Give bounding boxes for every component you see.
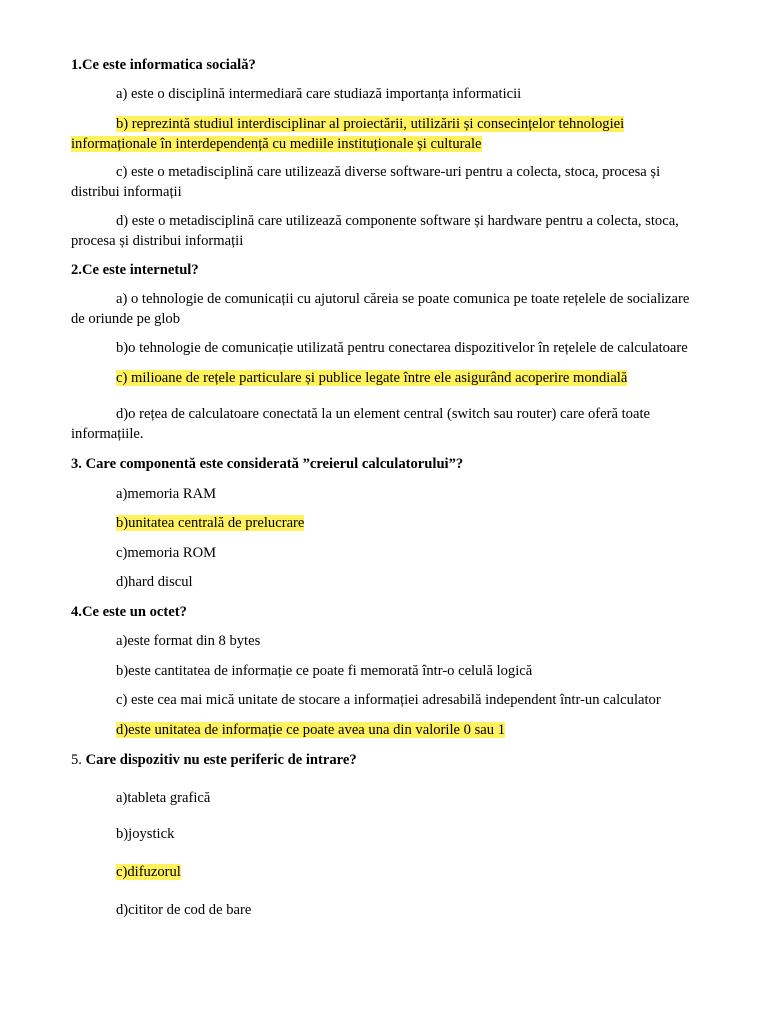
q2-option-c: [116, 368, 627, 388]
q2-option-a-line-2: de oriunde pe glob: [71, 311, 181, 327]
q2-option-b: b)o tehnologie de comunicație utilizată pentru conectarea dispozitivelor în rețelele de calculatoare: [116, 340, 688, 356]
q4-option-d-text: d)este unitatea de informație ce poate avea una din valorile 0 sau 1: [116, 722, 506, 738]
q2-option-d-line-2: informațiile.: [71, 426, 144, 442]
q1-option-b-line-2: informaționale în interdependență cu mediile instituționale și culturale: [71, 136, 482, 152]
q2-option-c-text: c) milioane de rețele particulare și publice legate între ele asigurând acoperire mondială: [116, 370, 628, 386]
q3-option-c: c)memoria ROM: [116, 545, 217, 561]
q1-option-c-line-1: c) este o metadisciplină care utilizează diverse software-uri pentru a colecta, stoca, procesa și: [116, 164, 661, 180]
q5-option-a: a)tableta grafică: [116, 790, 211, 806]
q4-option-b: b)este cantitatea de informație ce poate fi memorată într-o celulă logică: [116, 663, 533, 679]
q3-option-a: a)memoria RAM: [116, 486, 217, 502]
q1-option-c-line-2: distribui informații: [71, 184, 182, 200]
q1-option-a: a) este o disciplină intermediară care studiază importanța informaticii: [116, 86, 522, 102]
q5-option-d: d)cititor de cod de bare: [116, 902, 252, 918]
question-5-title: [71, 750, 701, 770]
q2-option-d: [71, 404, 711, 444]
question-4-title: 4.Ce este un octet?: [71, 604, 187, 620]
q4-option-d: [116, 720, 505, 740]
q1-option-b: [71, 114, 711, 154]
q3-option-b: [116, 513, 304, 533]
q2-option-d-line-1: d)o rețea de calculatoare conectată la un element central (switch sau router) care oferă toate: [116, 406, 650, 422]
q3-option-d: d)hard discul: [116, 574, 193, 590]
q1-option-d-line-2: procesa și distribui informații: [71, 233, 244, 249]
q4-option-c: c) este cea mai mică unitate de stocare a informației adresabilă independent într-un calculator: [116, 692, 661, 708]
question-2-title: 2.Ce este internetul?: [71, 262, 199, 278]
q1-option-d-line-1: d) este o metadisciplină care utilizează componente software și hardware pentru a colecta, stoca,: [116, 213, 679, 229]
q2-option-a: [71, 289, 711, 329]
q2-option-a-line-1: a) o tehnologie de comunicații cu ajutorul căreia se poate comunica pe toate rețelele de socializare: [116, 291, 690, 307]
q1-option-d: [71, 211, 711, 251]
q1-option-c: [71, 162, 711, 202]
q3-option-b-text: b)unitatea centrală de prelucrare: [116, 515, 305, 531]
q5-option-b: b)joystick: [116, 826, 175, 842]
q4-option-a: a)este format din 8 bytes: [116, 633, 261, 649]
question-1-title: 1.Ce este informatica socială?: [71, 57, 256, 73]
question-5-number: 5.: [71, 752, 82, 768]
q5-option-c: [116, 862, 181, 882]
q1-option-b-line-1: b) reprezintă studiul interdisciplinar al proiectării, utilizării și consecințelor tehnologiei: [116, 116, 625, 132]
question-5-text: Care dispozitiv nu este periferic de intrare?: [85, 752, 357, 768]
question-3-title: 3. Care componentă este considerată ”creierul calculatorului”?: [71, 456, 464, 472]
q5-option-c-text: c)difuzorul: [116, 864, 181, 880]
